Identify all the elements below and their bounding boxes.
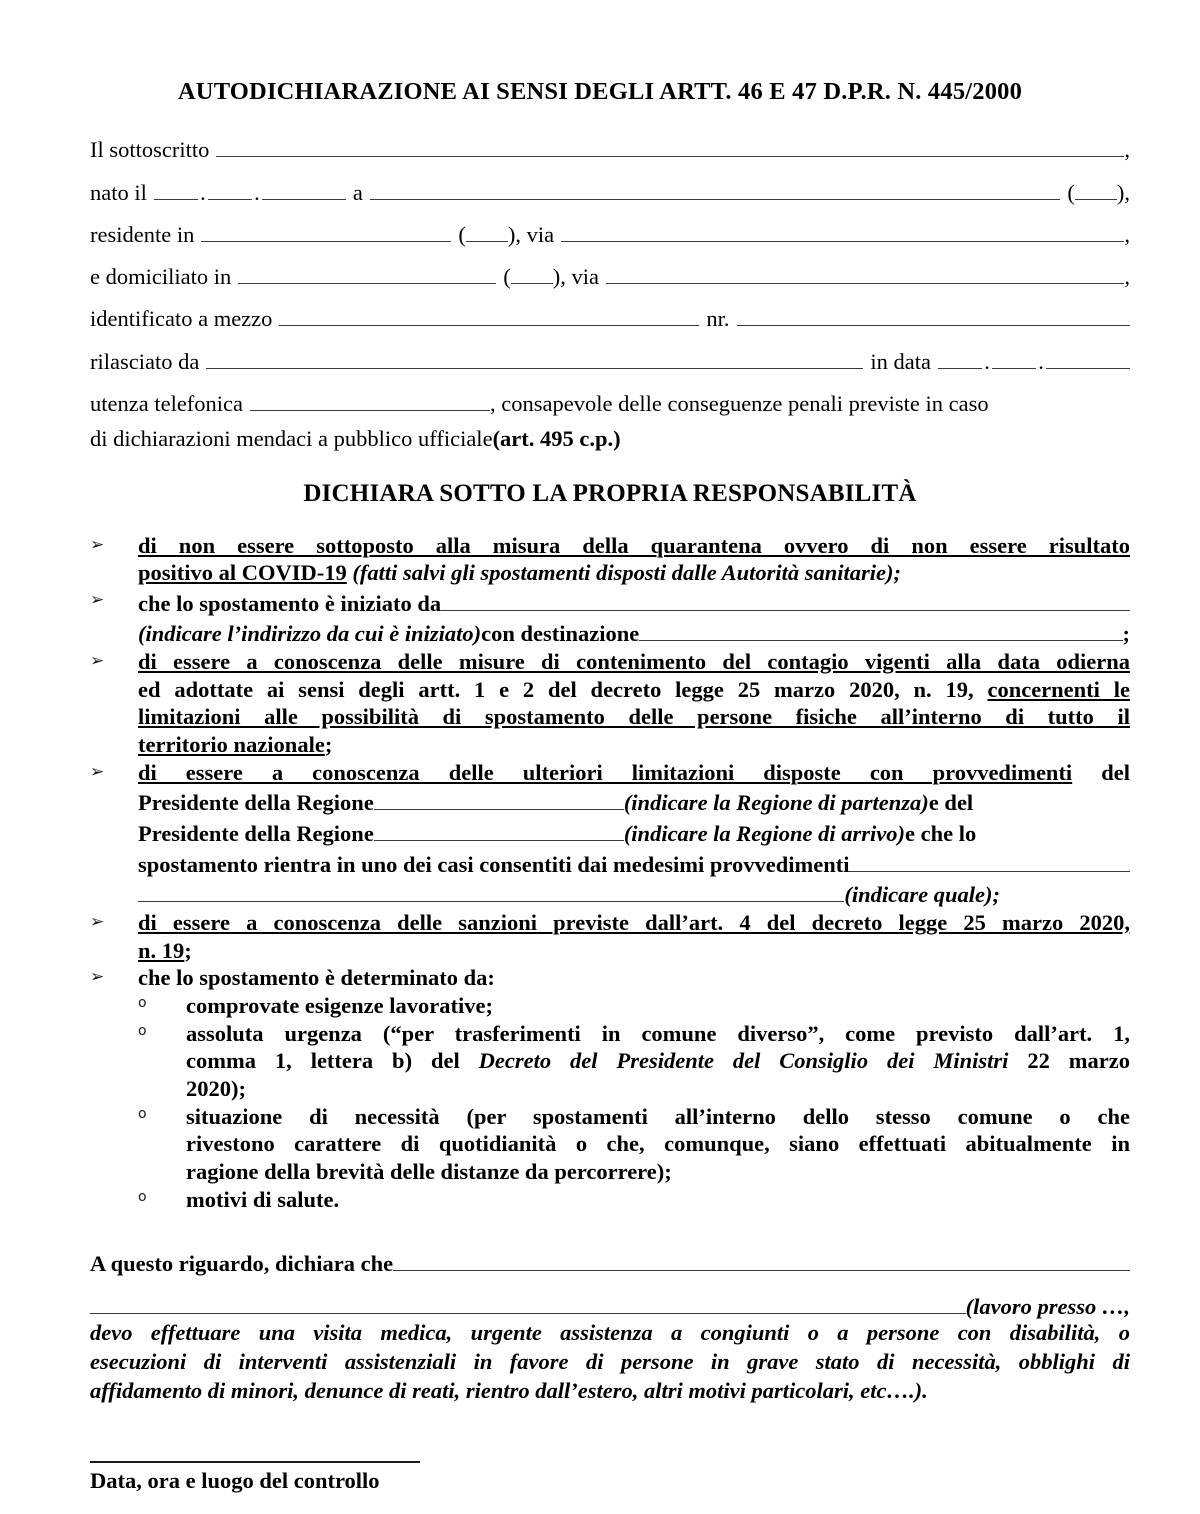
input-departure-address[interactable]: [441, 587, 1130, 611]
closing-par-line3: affidamento di minori, denunce di reati, rientro dall’estero, altri motivi particolari, etc….).: [90, 1377, 928, 1403]
item2-line2: [138, 618, 1130, 649]
field-row-sottoscritto: [90, 132, 1130, 162]
item2-line1: [138, 587, 1130, 618]
item4-line2-tail: e del: [928, 790, 974, 816]
item3-line4-underlined: territorio nazionale: [138, 732, 325, 758]
arrow-bullet-icon: ➢: [90, 967, 105, 988]
list-item-ulteriori-text: [138, 759, 1130, 909]
field-row-identificato: [90, 301, 1130, 331]
sub3-line2: rivestono carattere di quotidianità o che, comunque, siano effettuati abitualmente in: [186, 1131, 1130, 1157]
list-item-misure-contenimento: [90, 648, 1130, 759]
paren-close-residence: ), via: [507, 221, 555, 247]
issue-date-dot-2: .: [1038, 348, 1044, 374]
field-row-rilasciato: [90, 343, 1130, 373]
field-row-residente: [90, 217, 1130, 247]
item3-line2-plain: ed adottate ai sensi degli artt. 1 e 2 del decreto legge 25 marzo 2020, n. 19,: [138, 676, 988, 702]
field-row-dichiarazioni-mendaci: [90, 428, 1130, 451]
declarant-form-block: [90, 132, 1130, 451]
paren-open-birth: (: [1067, 179, 1075, 205]
item5-line2-end: ;: [184, 937, 192, 963]
arrow-bullet-icon: ➢: [90, 651, 105, 672]
list-item-sanzioni: [90, 909, 1130, 964]
section-heading-dichiara: DICHIARA SOTTO LA PROPRIA RESPONSABILITÀ: [303, 479, 917, 507]
sub2-dpcm-italic: Decreto del Presidente del Consiglio dei Ministri: [478, 1048, 1009, 1074]
arrow-bullet-icon: ➢: [90, 761, 105, 782]
text-dichiarazioni-mendaci: di dichiarazioni mendaci a pubblico ufficiale: [90, 426, 493, 452]
input-domicile-province[interactable]: [511, 259, 553, 284]
comma-residence: ,: [1124, 221, 1130, 247]
date-dot-2: .: [254, 179, 260, 205]
issue-date-dot-1: .: [984, 348, 990, 374]
input-issue-year[interactable]: [1046, 343, 1130, 368]
input-id-document-type[interactable]: [279, 301, 699, 326]
input-residence-province[interactable]: [466, 217, 508, 242]
item4-line5: [138, 878, 1130, 909]
sub3-line1: situazione di necessità (per spostamenti all’interno dello stesso comune o che: [186, 1103, 1130, 1129]
page-title: AUTODICHIARAZIONE AI SENSI DEGLI ARTT. 46 E 47 D.P.R. N. 445/2000: [177, 78, 1023, 105]
item4-line1-underlined: di essere a conoscenza delle ulteriori limitazioni disposte con provvedimenti: [138, 759, 1073, 785]
item4-line3: [138, 817, 1130, 848]
closing-lead-row: [90, 1245, 1130, 1275]
list-item-quarantena-text: [138, 532, 1130, 587]
document-body: [0, 132, 1200, 1493]
hint-regione-partenza: (indicare la Regione di partenza): [623, 790, 929, 816]
input-phone-number[interactable]: [250, 386, 490, 411]
text-consapevole: , consapevole delle conseguenze penali previste in caso: [490, 391, 989, 417]
hint-indicare-quale: (indicare quale);: [844, 882, 1000, 908]
sublist-item-salute-text: motivi di salute.: [186, 1186, 340, 1212]
item2-destinazione-label: con destinazione: [481, 621, 640, 647]
item3-line2-underlined: concernenti le: [987, 676, 1130, 702]
input-birth-year[interactable]: [262, 174, 346, 199]
input-birth-place[interactable]: [370, 174, 1061, 199]
arrow-bullet-icon: ➢: [90, 589, 105, 610]
item5-line2: [138, 937, 1130, 965]
circle-bullet-icon: o: [138, 1188, 147, 1205]
input-birth-province[interactable]: [1075, 174, 1117, 199]
input-residence-city[interactable]: [201, 217, 451, 242]
declaration-list: [90, 532, 1130, 1214]
item1-line2-underlined: positivo al COVID-19: [138, 560, 347, 586]
paren-close-birth: ),: [1116, 179, 1130, 205]
item3-line3: limitazioni alle possibilità di spostamento delle persone fisiche all’interno di tutto il: [138, 704, 1130, 730]
input-dichiarazione-motivo[interactable]: [393, 1245, 1130, 1270]
item3-line2: [138, 676, 1130, 704]
item3-line1: di essere a conoscenza delle misure di contenimento del contagio vigenti alla data odierna: [138, 649, 1130, 675]
list-item-motivo-spostamento: [90, 964, 1130, 992]
list-item-motivo-text: [138, 964, 1130, 992]
comma-domicile: ,: [1124, 264, 1130, 290]
sublist-item-lavorative: [90, 992, 1130, 1020]
sublist-item-salute: [90, 1186, 1130, 1214]
list-item-misure-text: [138, 648, 1130, 759]
input-birth-day[interactable]: [154, 174, 198, 199]
item2-label: che lo spostamento è iniziato da: [138, 590, 442, 616]
label-nato-a: a: [352, 179, 363, 205]
closing-par-line2: esecuzioni di interventi assistenziali in favore di persone in grave stato di necessità, obblighi di: [90, 1348, 1130, 1374]
list-item-spostamento-text: [138, 587, 1130, 648]
input-regione-arrivo[interactable]: [374, 817, 624, 841]
item1-line2-italic: (fatti salvi gli spostamenti disposti dalle Autorità sanitarie);: [346, 560, 901, 586]
sublist-item-lavorative-text: comprovate esigenze lavorative;: [186, 992, 493, 1018]
item2-semicolon: ;: [1122, 621, 1130, 647]
label-presidente-regione-partenza: Presidente della Regione: [138, 790, 374, 816]
item2-hint-italic: (indicare l’indirizzo da cui è iniziato): [138, 621, 482, 647]
item1-line1: di non essere sottoposto alla misura della quarantena ovvero di non essere risultato: [138, 532, 1130, 558]
hint-lavoro-presso: (lavoro presso …,: [965, 1294, 1130, 1320]
item4-line1: [138, 759, 1130, 787]
item1-line2: [138, 559, 1130, 587]
circle-bullet-icon: o: [138, 1105, 147, 1122]
label-utenza-telefonica: utenza telefonica: [90, 391, 244, 417]
closing-block: [90, 1245, 1130, 1405]
signature-rule: [90, 1461, 420, 1463]
closing-second-row: [90, 1289, 1130, 1319]
input-caso-consentito[interactable]: [849, 848, 1130, 872]
sub2-line2: [186, 1047, 1130, 1075]
item3-line4: [138, 731, 1130, 759]
sublist-item-urgenza-text: [186, 1020, 1130, 1103]
date-dot-1: .: [200, 179, 206, 205]
circle-bullet-icon: o: [138, 994, 147, 1011]
hint-regione-arrivo: (indicare la Regione di arrivo): [623, 821, 906, 847]
label-rilasciato-da: rilasciato da: [90, 348, 200, 374]
label-nato-il: nato il: [90, 179, 147, 205]
sublist-item-necessita: [90, 1103, 1130, 1186]
item3-line4-end: ;: [324, 732, 333, 758]
input-sottoscritto[interactable]: [216, 132, 1124, 157]
label-a-questo-riguardo: A questo riguardo, dichiara che: [90, 1250, 394, 1276]
input-domicile-city[interactable]: [238, 259, 496, 284]
label-in-data: in data: [870, 348, 931, 374]
input-caso-consentito-cont[interactable]: [138, 878, 844, 902]
input-dichiarazione-motivo-cont[interactable]: [90, 1289, 966, 1314]
input-residence-street[interactable]: [561, 217, 1124, 242]
item4-line3-tail: e che lo: [905, 821, 977, 847]
sub3-line3: ragione della brevità delle distanze da percorrere);: [186, 1158, 672, 1184]
signature-block: [90, 1461, 1130, 1493]
paren-open-domicile: (: [503, 264, 511, 290]
label-sottoscritto: Il sottoscritto: [90, 137, 210, 163]
list-item-quarantena: [90, 532, 1130, 587]
field-row-domiciliato: [90, 259, 1130, 289]
list-item-ulteriori-limitazioni: [90, 759, 1130, 909]
sublist-item-necessita-text: [186, 1103, 1130, 1186]
item4-line1-plain: del: [1072, 759, 1130, 785]
field-row-nato-il: [90, 174, 1130, 204]
list-item-spostamento-iniziato: [90, 587, 1130, 648]
input-issue-month[interactable]: [992, 343, 1036, 368]
circle-bullet-icon: o: [138, 1022, 147, 1039]
paren-close-domicile: ), via: [552, 264, 599, 290]
item5-line1: di essere a conoscenza delle sanzioni previste dall’art. 4 del decreto legge 25 marzo 2020,: [138, 909, 1130, 935]
closing-paragraph: [90, 1319, 1130, 1405]
input-birth-month[interactable]: [208, 174, 252, 199]
comma-sottoscritto: ,: [1124, 137, 1130, 163]
arrow-bullet-icon: ➢: [90, 534, 105, 555]
item4-line2: [138, 787, 1130, 818]
sub2-line2-plain: comma 1, lettera b) del: [186, 1048, 479, 1074]
input-id-document-number[interactable]: [737, 301, 1130, 326]
signature-label: Data, ora e luogo del controllo: [90, 1468, 380, 1494]
sublist-item-urgenza: [90, 1020, 1130, 1103]
input-regione-partenza[interactable]: [374, 787, 624, 811]
input-issue-day[interactable]: [938, 343, 982, 368]
sub2-line2-tail: 22 marzo: [1008, 1048, 1130, 1074]
label-domiciliato-in: e domiciliato in: [90, 264, 232, 290]
text-art-495: (art. 495 c.p.): [492, 426, 621, 452]
input-destination-address[interactable]: [639, 618, 1122, 642]
label-residente-in: residente in: [90, 221, 195, 247]
label-identificato-a-mezzo: identificato a mezzo: [90, 306, 273, 332]
sub2-line1: assoluta urgenza (“per trasferimenti in comune diverso”, come previsto dall’art. 1,: [186, 1020, 1130, 1046]
item5-line2-underlined: n. 19: [138, 937, 185, 963]
paren-open-residence: (: [458, 221, 466, 247]
input-domicile-street[interactable]: [606, 259, 1124, 284]
item4-line4-text: spostamento rientra in uno dei casi consentiti dai medesimi provvedimenti: [138, 851, 850, 877]
arrow-bullet-icon: ➢: [90, 911, 105, 932]
label-nr: nr.: [706, 306, 730, 332]
item4-line4: [138, 848, 1130, 879]
sub2-line3: 2020);: [186, 1075, 246, 1101]
input-issued-by[interactable]: [206, 343, 863, 368]
closing-par-line1: devo effettuare una visita medica, urgente assistenza a congiunti o a persone con disabilità, o: [90, 1319, 1130, 1345]
list-item-sanzioni-text: [138, 909, 1130, 964]
label-presidente-regione-arrivo: Presidente della Regione: [138, 821, 374, 847]
field-row-telefono: [90, 386, 1130, 416]
item6-line1: che lo spostamento è determinato da:: [138, 965, 495, 991]
